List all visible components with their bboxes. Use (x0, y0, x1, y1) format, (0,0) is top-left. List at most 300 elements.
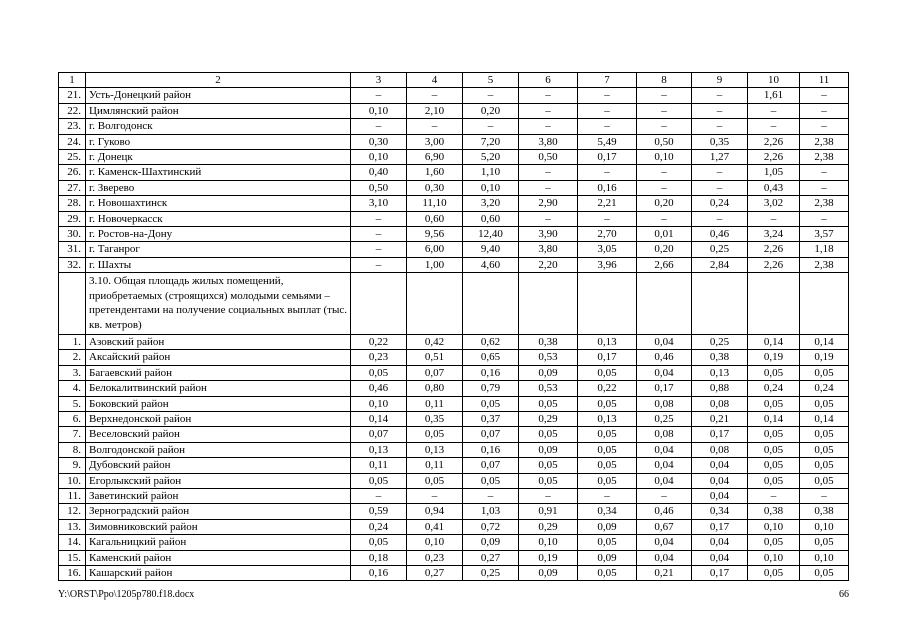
row-value: 0,38 (748, 504, 800, 519)
row-value: – (351, 88, 407, 103)
column-number-header: 6 (519, 73, 578, 88)
row-value: 9,56 (407, 226, 463, 241)
row-value: 2,90 (519, 196, 578, 211)
row-value: – (692, 119, 748, 134)
row-value: 0,42 (407, 335, 463, 350)
row-value: 0,59 (351, 504, 407, 519)
table-row (59, 119, 849, 134)
row-value: 0,05 (800, 458, 849, 473)
row-value: 0,10 (748, 550, 800, 565)
row-value: – (800, 88, 849, 103)
row-value: 0,46 (637, 504, 692, 519)
row-value: 2,21 (578, 196, 637, 211)
row-value: 0,18 (351, 550, 407, 565)
row-value: 0,08 (692, 396, 748, 411)
row-value: 2,20 (519, 257, 578, 272)
row-value: 0,17 (692, 427, 748, 442)
row-value: 0,11 (351, 458, 407, 473)
row-value: 5,20 (463, 149, 519, 164)
table-row (59, 180, 849, 195)
row-value: 0,11 (407, 458, 463, 473)
row-value: 0,53 (519, 381, 578, 396)
row-number: 15. (59, 550, 86, 565)
row-name: Цимлянский район (86, 103, 351, 118)
row-value: 0,16 (463, 365, 519, 380)
row-value: – (748, 103, 800, 118)
row-number: 3. (59, 365, 86, 380)
row-value: 0,04 (637, 535, 692, 550)
row-name: Усть-Донецкий район (86, 88, 351, 103)
table-row (59, 381, 849, 396)
row-value: 2,38 (800, 196, 849, 211)
row-value: 3,00 (407, 134, 463, 149)
row-name: Аксайский район (86, 350, 351, 365)
row-value: 0,16 (351, 565, 407, 580)
row-value: 0,05 (578, 565, 637, 580)
row-value: – (800, 119, 849, 134)
row-value: 0,24 (692, 196, 748, 211)
row-number: 31. (59, 242, 86, 257)
row-number: 23. (59, 119, 86, 134)
row-value: 0,05 (800, 396, 849, 411)
row-value: 0,05 (351, 365, 407, 380)
empty-cell (463, 273, 519, 335)
row-value: 2,26 (748, 134, 800, 149)
row-value: 0,46 (351, 381, 407, 396)
row-number: 30. (59, 226, 86, 241)
row-number: 25. (59, 149, 86, 164)
row-value: 0,60 (463, 211, 519, 226)
row-value: 0,05 (578, 442, 637, 457)
row-value: 0,20 (463, 103, 519, 118)
table-row (59, 412, 849, 427)
table-row (59, 211, 849, 226)
row-value: – (692, 88, 748, 103)
row-value: 0,14 (800, 335, 849, 350)
row-value: 0,27 (407, 565, 463, 580)
table-row (59, 396, 849, 411)
row-value: 0,25 (692, 242, 748, 257)
row-value: 3,80 (519, 134, 578, 149)
row-value: – (578, 88, 637, 103)
row-name: г. Волгодонск (86, 119, 351, 134)
empty-cell (351, 273, 407, 335)
row-value: 0,24 (748, 381, 800, 396)
table-row (59, 442, 849, 457)
row-value: 0,05 (578, 458, 637, 473)
row-value: 0,25 (637, 412, 692, 427)
row-value: – (351, 488, 407, 503)
table-row (59, 226, 849, 241)
row-number: 14. (59, 535, 86, 550)
row-value: 0,27 (463, 550, 519, 565)
row-value: 0,23 (351, 350, 407, 365)
empty-cell (578, 273, 637, 335)
row-value: 3,90 (519, 226, 578, 241)
table-row (59, 565, 849, 580)
row-value: 0,34 (692, 504, 748, 519)
row-value: 0,13 (578, 335, 637, 350)
row-value: 0,29 (519, 412, 578, 427)
row-value: – (637, 165, 692, 180)
row-number: 13. (59, 519, 86, 534)
row-value: 0,19 (519, 550, 578, 565)
row-value: 0,05 (748, 427, 800, 442)
section-header-row (59, 273, 849, 335)
row-value: – (578, 119, 637, 134)
row-value: 0,04 (637, 550, 692, 565)
row-value: 0,35 (692, 134, 748, 149)
row-value: 1,00 (407, 257, 463, 272)
row-value: 3,02 (748, 196, 800, 211)
row-value: 0,05 (578, 535, 637, 550)
table-row (59, 365, 849, 380)
row-value: 0,09 (519, 565, 578, 580)
row-value: 0,10 (351, 103, 407, 118)
row-value: 1,10 (463, 165, 519, 180)
empty-cell (519, 273, 578, 335)
row-value: 0,07 (407, 365, 463, 380)
row-number: 24. (59, 134, 86, 149)
row-name: Кашарский район (86, 565, 351, 580)
row-value: 0,30 (351, 134, 407, 149)
row-value: – (692, 165, 748, 180)
row-value: 5,49 (578, 134, 637, 149)
row-value: 3,20 (463, 196, 519, 211)
row-number: 2. (59, 350, 86, 365)
row-value: 0,10 (407, 535, 463, 550)
row-name: Верхнедонской район (86, 412, 351, 427)
row-value: 0,13 (692, 365, 748, 380)
row-value: 0,04 (692, 458, 748, 473)
row-value: 0,07 (463, 427, 519, 442)
row-number: 7. (59, 427, 86, 442)
footer-file-path: Y:\ORST\Ppo\1205p780.f18.docx (58, 589, 195, 600)
row-value: 0,05 (578, 396, 637, 411)
table-row (59, 458, 849, 473)
row-value: 0,10 (800, 550, 849, 565)
column-number-header: 11 (800, 73, 849, 88)
column-number-header: 4 (407, 73, 463, 88)
row-value: 0,38 (519, 335, 578, 350)
row-value: 0,05 (800, 427, 849, 442)
row-value: 0,04 (692, 488, 748, 503)
row-value: 0,38 (800, 504, 849, 519)
row-value: 0,80 (407, 381, 463, 396)
row-value: – (578, 211, 637, 226)
row-value: 0,14 (748, 335, 800, 350)
row-number: 28. (59, 196, 86, 211)
row-value: 2,38 (800, 257, 849, 272)
row-value: – (578, 165, 637, 180)
row-value: 0,34 (578, 504, 637, 519)
row-value: 0,05 (351, 473, 407, 488)
row-value: – (692, 211, 748, 226)
row-value: 0,08 (637, 396, 692, 411)
row-value: 0,04 (637, 473, 692, 488)
row-number: 10. (59, 473, 86, 488)
row-name: г. Новочеркасск (86, 211, 351, 226)
row-value: 0,10 (800, 519, 849, 534)
row-value: – (351, 257, 407, 272)
row-name: г. Ростов-на-Дону (86, 226, 351, 241)
table-row (59, 473, 849, 488)
row-number: 1. (59, 335, 86, 350)
row-value: 0,10 (637, 149, 692, 164)
row-value: 1,05 (748, 165, 800, 180)
row-value: – (748, 488, 800, 503)
table-row (59, 149, 849, 164)
row-value: 0,05 (748, 442, 800, 457)
row-name: Азовский район (86, 335, 351, 350)
row-value: – (519, 88, 578, 103)
row-value: 0,14 (800, 412, 849, 427)
column-number-header: 10 (748, 73, 800, 88)
row-value: 0,38 (692, 350, 748, 365)
row-value: – (637, 103, 692, 118)
row-value: 0,91 (519, 504, 578, 519)
row-value: 0,04 (637, 442, 692, 457)
row-value: 0,09 (519, 365, 578, 380)
row-value: 0,67 (637, 519, 692, 534)
row-value: 0,05 (351, 535, 407, 550)
row-value: 0,04 (692, 535, 748, 550)
row-value: 0,46 (637, 350, 692, 365)
row-name: Зерноградский район (86, 504, 351, 519)
row-value: 0,04 (637, 335, 692, 350)
row-value: 0,24 (800, 381, 849, 396)
row-value: 0,05 (800, 565, 849, 580)
row-value: 0,17 (692, 519, 748, 534)
row-value: 0,40 (351, 165, 407, 180)
row-value: 0,46 (692, 226, 748, 241)
row-value: – (463, 488, 519, 503)
row-number: 9. (59, 458, 86, 473)
row-value: – (351, 226, 407, 241)
row-value: 0,19 (748, 350, 800, 365)
table-row (59, 88, 849, 103)
empty-cell (748, 273, 800, 335)
column-number-header: 2 (86, 73, 351, 88)
row-value: 0,23 (407, 550, 463, 565)
row-value: 4,60 (463, 257, 519, 272)
row-value: 7,20 (463, 134, 519, 149)
row-value: 0,65 (463, 350, 519, 365)
row-value: 0,05 (519, 473, 578, 488)
row-number: 6. (59, 412, 86, 427)
table-row (59, 535, 849, 550)
row-value: 0,09 (578, 519, 637, 534)
row-value: 0,05 (748, 396, 800, 411)
row-value: 2,38 (800, 149, 849, 164)
row-value: 0,05 (800, 365, 849, 380)
row-value: 0,50 (519, 149, 578, 164)
row-value: 0,22 (351, 335, 407, 350)
row-number: 16. (59, 565, 86, 580)
row-value: – (800, 165, 849, 180)
row-value: 0,07 (463, 458, 519, 473)
row-value: 0,88 (692, 381, 748, 396)
row-value: 0,04 (637, 365, 692, 380)
row-value: 0,11 (407, 396, 463, 411)
row-value: – (463, 88, 519, 103)
row-value: 0,10 (351, 149, 407, 164)
row-value: – (519, 103, 578, 118)
empty-cell (692, 273, 748, 335)
row-value: – (637, 211, 692, 226)
row-value: – (351, 242, 407, 257)
row-value: 1,61 (748, 88, 800, 103)
row-name: Белокалитвинский район (86, 381, 351, 396)
row-value: 3,96 (578, 257, 637, 272)
row-value: 0,21 (637, 565, 692, 580)
row-value: 0,20 (637, 242, 692, 257)
row-number: 5. (59, 396, 86, 411)
row-value: – (463, 119, 519, 134)
row-value: 0,05 (748, 535, 800, 550)
row-value: 2,26 (748, 257, 800, 272)
row-name: Каменский район (86, 550, 351, 565)
table-row (59, 519, 849, 534)
row-value: 0,05 (748, 473, 800, 488)
table-row (59, 550, 849, 565)
footer-page-number: 66 (839, 589, 849, 600)
row-value: 0,53 (519, 350, 578, 365)
row-name: г. Гуково (86, 134, 351, 149)
row-value: 0,25 (692, 335, 748, 350)
table-row (59, 488, 849, 503)
row-value: 0,10 (463, 180, 519, 195)
row-value: 2,66 (637, 257, 692, 272)
empty-cell (637, 273, 692, 335)
row-value: 0,16 (578, 180, 637, 195)
row-name: г. Зверево (86, 180, 351, 195)
row-value: 12,40 (463, 226, 519, 241)
row-name: г. Таганрог (86, 242, 351, 257)
row-value: 0,94 (407, 504, 463, 519)
row-number: 27. (59, 180, 86, 195)
row-value: 0,51 (407, 350, 463, 365)
row-value: 2,38 (800, 134, 849, 149)
row-value: 0,62 (463, 335, 519, 350)
row-value: 11,10 (407, 196, 463, 211)
row-number: 29. (59, 211, 86, 226)
row-value: 0,05 (800, 473, 849, 488)
row-value: 3,57 (800, 226, 849, 241)
table-body (59, 73, 849, 581)
table-row (59, 350, 849, 365)
table-row (59, 427, 849, 442)
row-value: 0,37 (463, 412, 519, 427)
row-value: 0,14 (351, 412, 407, 427)
row-value: 0,05 (800, 442, 849, 457)
row-value: – (800, 180, 849, 195)
row-value: – (692, 180, 748, 195)
row-value: 0,41 (407, 519, 463, 534)
row-value: – (519, 211, 578, 226)
row-value: 0,17 (578, 350, 637, 365)
row-value: – (748, 119, 800, 134)
row-name: Багаевский район (86, 365, 351, 380)
row-name: Волгодонской район (86, 442, 351, 457)
row-value: 0,60 (407, 211, 463, 226)
row-value: 0,79 (463, 381, 519, 396)
row-name: Егорлыкский район (86, 473, 351, 488)
row-value: – (578, 488, 637, 503)
row-name: Кагальницкий район (86, 535, 351, 550)
row-value: 9,40 (463, 242, 519, 257)
row-value: – (800, 488, 849, 503)
row-value: 0,05 (463, 396, 519, 411)
row-value: 0,14 (748, 412, 800, 427)
row-name: Веселовский район (86, 427, 351, 442)
row-name: г. Донецк (86, 149, 351, 164)
row-number: 26. (59, 165, 86, 180)
row-value: – (748, 211, 800, 226)
row-value: 0,05 (407, 473, 463, 488)
row-name: Зимовниковский район (86, 519, 351, 534)
row-value: 0,13 (351, 442, 407, 457)
row-value: 0,04 (692, 473, 748, 488)
row-value: 1,60 (407, 165, 463, 180)
row-value: – (637, 180, 692, 195)
row-value: – (351, 211, 407, 226)
row-value: 0,05 (748, 458, 800, 473)
row-value: 2,26 (748, 149, 800, 164)
row-value: – (519, 119, 578, 134)
row-value: 6,00 (407, 242, 463, 257)
row-value: 0,05 (407, 427, 463, 442)
row-value: – (519, 165, 578, 180)
row-number: 32. (59, 257, 86, 272)
row-value: – (637, 488, 692, 503)
row-value: – (407, 119, 463, 134)
column-number-header: 1 (59, 73, 86, 88)
row-value: 0,05 (748, 565, 800, 580)
data-table (58, 72, 849, 581)
column-number-header: 8 (637, 73, 692, 88)
row-number: 22. (59, 103, 86, 118)
row-value: 0,16 (463, 442, 519, 457)
column-number-header: 3 (351, 73, 407, 88)
row-value: – (637, 119, 692, 134)
table-row (59, 257, 849, 272)
row-value: 0,04 (637, 458, 692, 473)
row-value: 0,19 (800, 350, 849, 365)
row-value: 3,10 (351, 196, 407, 211)
table-row (59, 242, 849, 257)
row-value: 0,10 (748, 519, 800, 534)
row-value: 1,27 (692, 149, 748, 164)
row-value: 0,05 (463, 473, 519, 488)
row-value: 0,17 (578, 149, 637, 164)
row-value: 3,80 (519, 242, 578, 257)
row-value: 0,05 (748, 365, 800, 380)
row-value: 0,05 (578, 365, 637, 380)
row-value: 0,09 (519, 442, 578, 457)
column-number-header: 5 (463, 73, 519, 88)
row-value: – (407, 88, 463, 103)
row-value: 2,10 (407, 103, 463, 118)
row-value: 0,22 (578, 381, 637, 396)
row-value: 0,05 (578, 473, 637, 488)
empty-cell (800, 273, 849, 335)
table-row (59, 103, 849, 118)
table-row (59, 134, 849, 149)
row-value: – (519, 488, 578, 503)
row-value: 1,03 (463, 504, 519, 519)
column-number-header: 9 (692, 73, 748, 88)
